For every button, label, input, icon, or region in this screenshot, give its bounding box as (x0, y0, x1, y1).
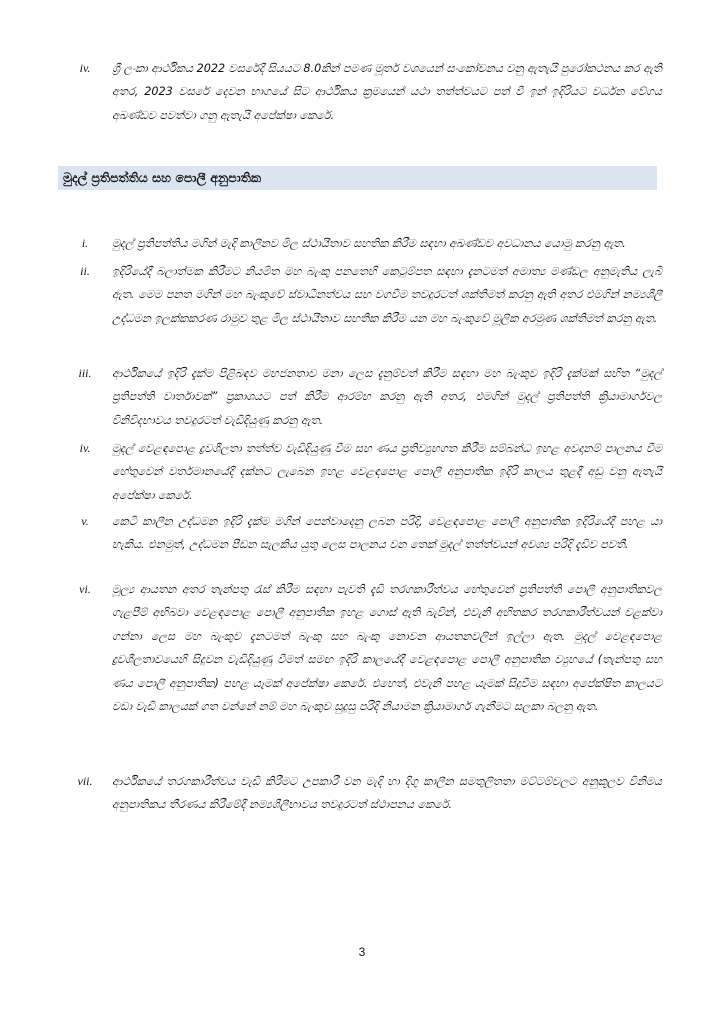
item-numeral: vii. (77, 774, 93, 788)
item-numeral: iv. (79, 441, 91, 455)
item-text: ශ්‍රී ලංකා ආර්ථිකය 2022 වසරේදී සියයට 8.0කින් පමණ මූර්ත වශයෙන් සංකෝචනය වනු ඇතැයි පුරෝකථනය කර ඇති අතර, 2023 වසරේ දෙවන භාගයේ සිට ආර්ථිකය ක්‍රමයෙන් යථා තත්ත්වයට පත් වී ඉන් ඉදිරියට වර්ධන වේගය අඛණ්ඩව පවත්වා ගනු ඇතැයි අපේක්ෂා කෙරේ. (112, 62, 662, 122)
item-text: මුදල් වෙළඳපොළ ද්‍රවශීලතා තත්ත්ව වැඩිදියුණු වීම සහ ණය ප්‍රතිව්‍යුහගත කිරීම සම්බන්ධ ඉහළ අවදානම් පාලනය වීම හේතුවෙන් වර්තමානයේදී දක්නට ලැබෙන ඉහළ වෙළඳපොළ පොලී අනුපාතික ඉදිරි කාලය තුළදී අඩු වනු ඇතැයි අපේක්ෂා කෙරේ. (112, 442, 662, 502)
item-text: මුදල් ප්‍රතිපත්තිය මගින් මැදි කාලීනව මිල ස්ථායීතාව සහතික කිරීම සඳහා අඛණ්ඩව අවධානය යොමු කරනු ඇත. (112, 237, 626, 250)
page-number: 3 (358, 945, 366, 959)
item-text: ආර්ථිකයේ ඉදිරි දැක්ම පිළිබඳව මහජනතාව මනා ලෙස දැනුම්වත් කිරීම සඳහා මහ බැංකුව ඉදිරි දැක්මක් සහිත “මුදල් ප්‍රතිපත්ති වාර්තාවක්” ප්‍රකාශයට පත් කිරීම ආරම්භ කරනු ඇති අතර, එමගින් මුදල් ප්‍රතිපත්ති ක්‍රියාමාර්ගවල විනිවිදභාවය තවදුරටත් වැඩිදියුණු කරනු ඇත. (112, 367, 662, 427)
item-text: මූල්‍ය ආයතන අතර තැන්පතු රැස් කිරීම සඳහා පැවති දැඩි තරගකාරීත්වය හේතුවෙන් ප්‍රතිපත්ති පොලී අනුපාතිකවල ගැළපීම් අභිබවා වෙළඳපොළ පොලී අනුපාතික ඉහළ ගොස් ඇති බැවින්, එවැනි අහිතකර තරගකාරීත්වයන් වළක්වා ගන්නා ලෙස මහ බැංකුව දැනටමත් බැංකු සහ බැංකු නොවන ආයතනවලින් ඉල්ලා ඇත. මුදල් වෙළඳපොළ ද්‍රවශීලතාවයෙහි සිදුවන වැඩිදියුණු වීමත් සමඟ ඉදිරි කාලයේදී වෙළඳපොළ පොලී අනුපාතික ව්‍යුහයේ (තැන්පතු සහ ණය පොලී අනුපාතික) පහළ යෑමක් අපේක්ෂා කෙරේ. එහෙත්, එවැනි පහළ යෑමක් සිදුවීම සඳහා අපේක්ෂිත කාලයට වඩා වැඩි කාලයක් ගත වන්නේ නම් මහ බැංකුව සුදුසු පරිදි නියාමන ක්‍රියාමාර්ග ගැනීමට සලකා බලනු ඇත. (112, 583, 662, 714)
item-numeral: iii. (78, 366, 92, 380)
item-text: කෙටි කාලීන උද්ධමන ඉදිරි දැක්ම මගින් පෙන්වාදෙනු ලබන පරිදි, වෙළඳපොළ පොලී අනුපාතික ඉදිරියේදී පහළ යා හැකිය. එනමුත්, උද්ධමන පීඩන සැලකිය යුතු ලෙස පාලනය වන තෙක් මුදල් තත්ත්වයන් අවශ්‍ය පරිදි දැඩිව පවතී. (112, 515, 662, 552)
item-text: ඉදිරියේදී බලාත්මක කිරීමට නියමිත මහ බැංකු පනතෙහි කෙටුම්පත සඳහා දැනටමත් අමාත්‍ය මණ්ඩල අනුමැතිය ලැබී ඇත. මෙම පනත මගින් මහ බැංකුවේ ස්වාධීනත්වය සහ වගවීම තවදුරටත් ශක්තිමත් කරනු ඇති අතර එමගින් නම්‍යශීලී උද්ධමන ඉලක්කකරණ රාමුව තුළ මිල ස්ථායීතාව සහතික කිරීම යන මහ බැංකුවේ මූලික අරමුණ ශක්තිමත් කරනු ඇත. (112, 265, 662, 325)
item-numeral: i. (81, 236, 89, 250)
item-numeral: vi. (79, 582, 91, 596)
item-numeral: ii. (80, 264, 90, 278)
section-heading-bar (58, 166, 657, 190)
item-numeral: iv. (79, 61, 91, 75)
section-heading: මුදල් ප්‍රතිපත්තිය සහ පොලී අනුපාතික (63, 170, 262, 185)
item-text: ආර්ථිකයේ තරගකාරීත්වය වැඩි කිරීමට උපකාරී වන මැදි හා දිගු කාලීන සමතුලිතතා මට්ටම්වලට අනුකූලව විනිමය අනුපාතිකය තීරණය කිරීමේදී නම්‍යශීලීභාවය තවදුරටත් ස්ථාපනය කෙරේ. (112, 775, 662, 812)
item-numeral: v. (81, 514, 89, 528)
